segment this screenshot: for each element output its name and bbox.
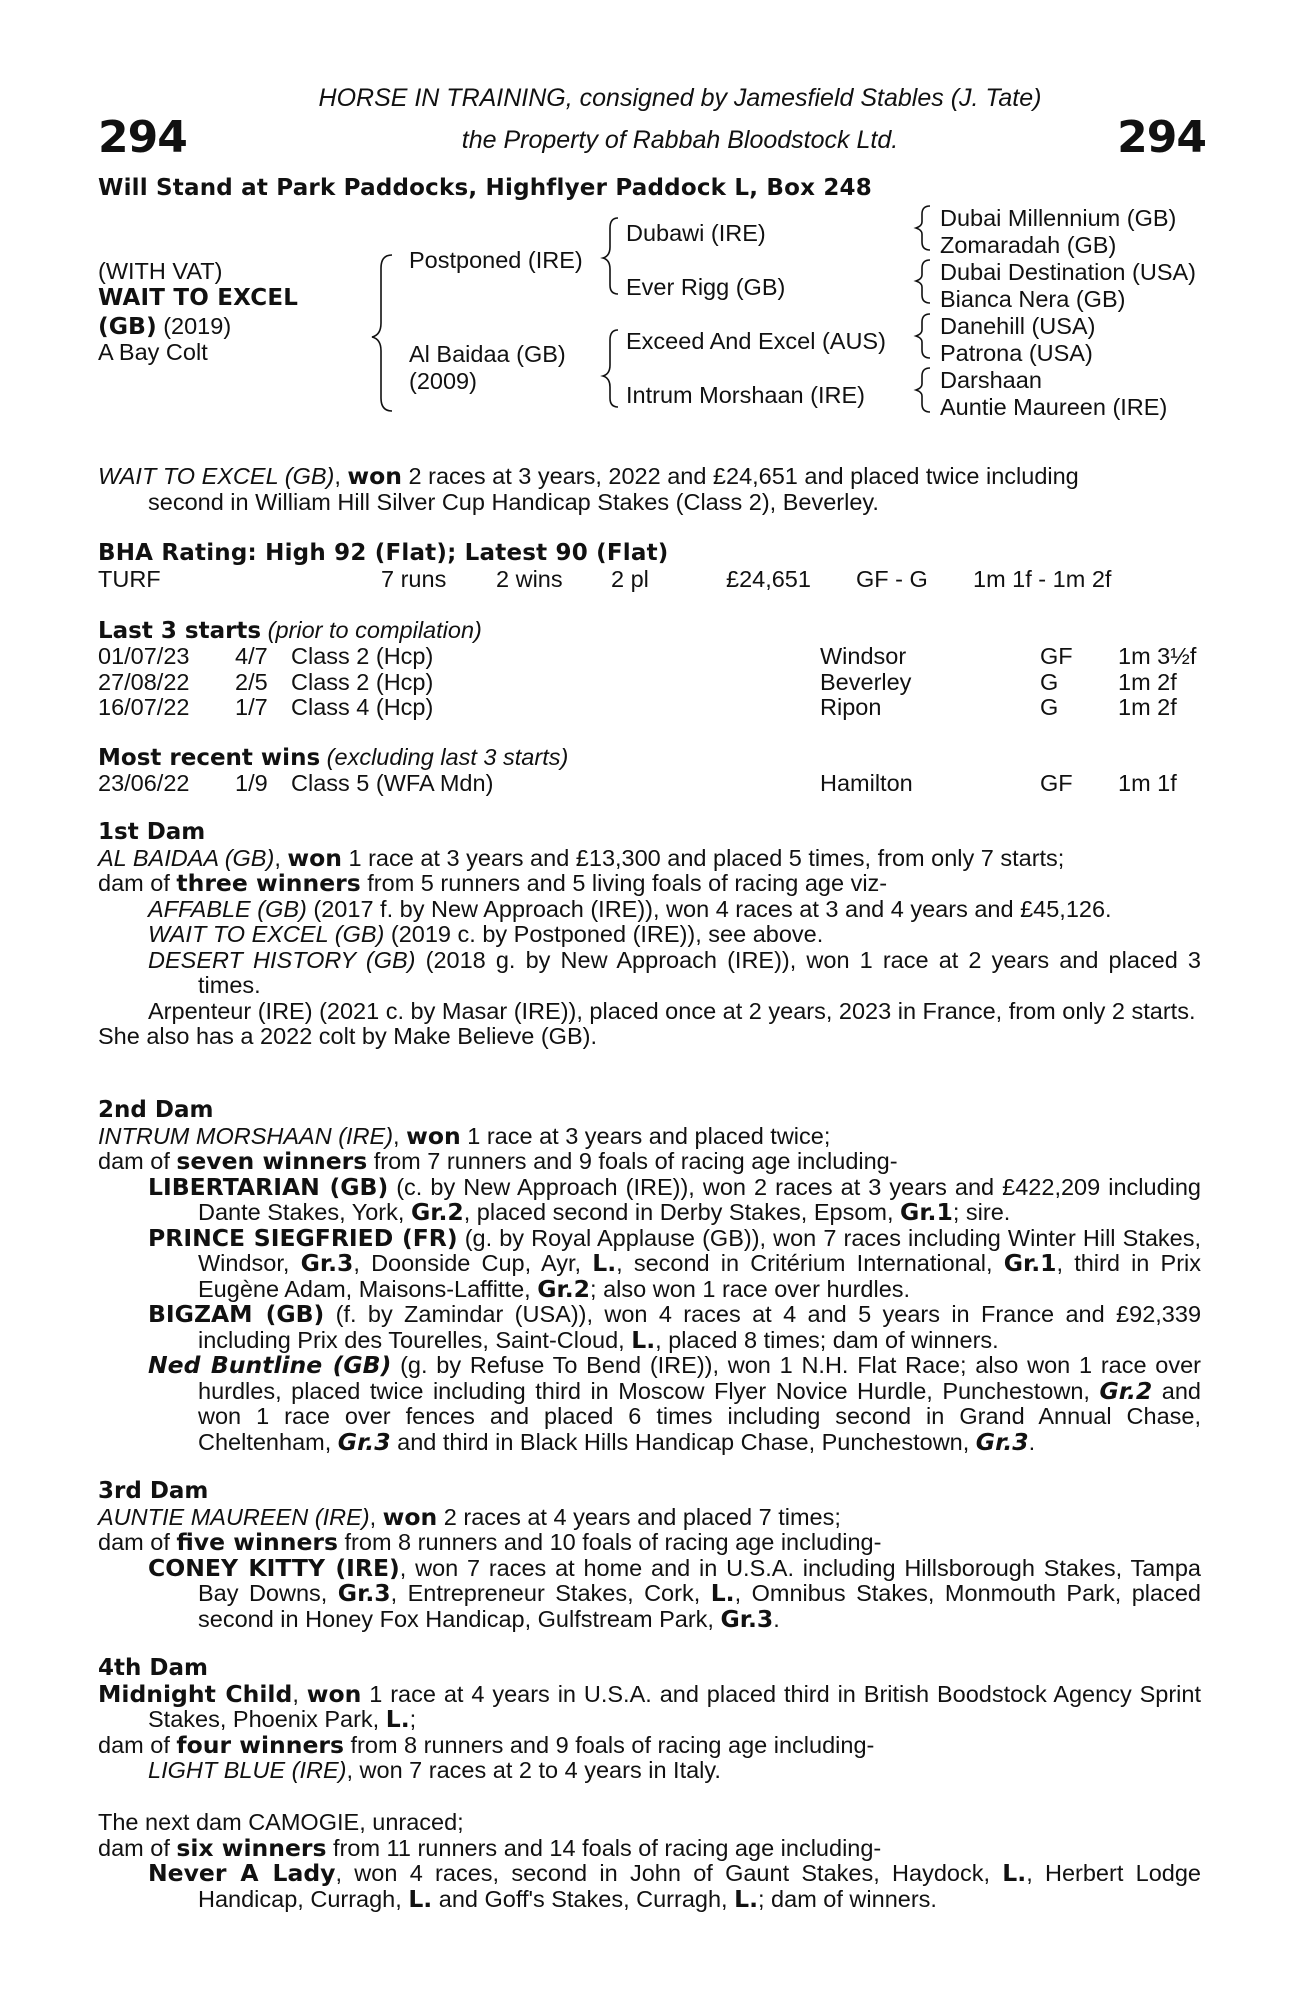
lot-number-right: 294 <box>1117 112 1206 163</box>
recent-wins-title: Most recent wins <box>98 745 321 771</box>
pedigree-sire-dam: Ever Rigg (GB) <box>626 274 786 300</box>
progeny-text: , won 7 races at home and in U.S.A. including Hillsborough Stakes, Tampa Bay Downs, <box>198 1554 1201 1606</box>
dam4-runners: from 8 runners and 9 foals of racing age including- <box>344 1731 875 1758</box>
pedigree-dam-dam: Intrum Morshaan (IRE) <box>626 382 865 408</box>
last3-title: Last 3 starts <box>98 618 262 644</box>
progeny-text: ; dam of winners. <box>758 1885 937 1912</box>
dam2-name: INTRUM MORSHAAN (IRE) <box>98 1122 394 1149</box>
pedigree-sire: Postponed (IRE) <box>409 247 583 273</box>
grade-badge: Gr.1 <box>900 1198 953 1226</box>
progeny-text: , Entrepreneur Stakes, Cork, <box>390 1580 711 1606</box>
race-date: 16/07/22 <box>98 694 190 720</box>
dam4-heading: 4th Dam <box>98 1655 208 1681</box>
property-line: the Property of Rabbah Bloodstock Ltd. <box>461 126 899 154</box>
race-class: Class 4 (Hcp) <box>291 694 434 720</box>
vat-label: (WITH VAT) <box>98 258 223 284</box>
race-dist: 1m 2f <box>1118 694 1177 720</box>
progeny-text: (2017 f. by New Approach (IRE)), won 4 races at 3 and 4 years and £45,126. <box>306 895 1112 922</box>
bha-prize: £24,651 <box>726 566 811 592</box>
progeny-name: Never A Lady <box>148 1859 336 1887</box>
dam3-won: won <box>382 1502 438 1531</box>
race-pos: 2/5 <box>235 668 268 695</box>
dam3-runners: from 8 runners and 10 foals of racing age including- <box>337 1529 882 1555</box>
dam2-winners: seven winners <box>176 1147 368 1175</box>
grade-badge: Gr.3 <box>720 1604 774 1633</box>
dam2-won: won <box>406 1121 461 1150</box>
stand-location: Will Stand at Park Paddocks, Highflyer Paddock L, Box 248 <box>98 175 872 201</box>
dam1-record: 1 race at 3 years and £13,300 and placed 5 times, from only 7 starts; <box>341 844 1065 871</box>
progeny-name: WAIT TO EXCEL (GB) <box>148 921 385 947</box>
summary-text-2: second in William Hill Silver Cup Handicap Stakes (Class 2), Beverley. <box>148 488 879 515</box>
dam3-record: 2 races at 4 years and placed 7 times; <box>437 1503 841 1530</box>
race-pos: 1/9 <box>235 770 268 796</box>
progeny-name: CONEY KITTY (IRE) <box>148 1553 400 1582</box>
summary-won: won <box>347 462 403 490</box>
race-class: Class 2 (Hcp) <box>291 643 434 669</box>
progeny-text: (g. by Royal Applause (GB)), won 7 races including Winter Hill Stakes, Windsor, <box>198 1224 1201 1276</box>
bha-going: GF - G <box>856 566 928 592</box>
next-dam-line: The next dam CAMOGIE, unraced; <box>98 1809 464 1835</box>
progeny-text: (c. by New Approach (IRE)), won 2 races at 3 years and £422,209 including Dante Stakes, York, <box>198 1173 1201 1225</box>
grade-badge: Gr.3 <box>337 1579 391 1607</box>
progeny-text: , won 4 races, second in John of Gaunt Stakes, Haydock, <box>335 1860 1003 1886</box>
progeny-text: , won 7 races at 2 to 4 years in Italy. <box>346 1757 721 1783</box>
pedigree-ssd: Zomaradah (GB) <box>940 232 1117 258</box>
dam2-progeny-2 <box>98 1223 1201 1303</box>
bha-distance: 1m 1f - 1m 2f <box>973 566 1112 592</box>
summary-text: 2 races at 3 years, 2022 and £24,651 and placed twice including <box>402 463 1079 489</box>
dam4-progeny-1 <box>98 1758 1201 1784</box>
dam2-damof: dam of <box>98 1148 177 1174</box>
next-dam-runners: from 11 runners and 14 foals of racing age including- <box>326 1834 882 1861</box>
grade-badge: Gr.3 <box>975 1427 1029 1456</box>
dam3-name: AUNTIE MAUREEN (IRE) <box>98 1503 370 1530</box>
pedigree-dam-sire: Exceed And Excel (AUS) <box>626 328 886 354</box>
dam2-progeny-1 <box>98 1172 1201 1226</box>
pedigree-dam: Al Baidaa (GB) <box>409 341 566 367</box>
bha-wins: 2 wins <box>496 566 563 592</box>
dam1-progeny-1 <box>98 897 1201 923</box>
dam4-section <box>98 1656 1201 1784</box>
grade-badge: Gr.2 <box>1099 1376 1153 1405</box>
race-class: Class 5 (WFA Mdn) <box>291 770 494 796</box>
lot-number-left: 294 <box>98 112 187 163</box>
race-dist: 1m 2f <box>1118 668 1177 695</box>
pedigree-sire-sire: Dubawi (IRE) <box>626 220 766 246</box>
race-date: 01/07/23 <box>98 643 190 669</box>
last3-note: (prior to compilation) <box>267 617 482 643</box>
race-dist: 1m 1f <box>1118 770 1177 796</box>
grade-badge: Gr.1 <box>1003 1249 1057 1277</box>
progeny-name: AFFABLE (GB) <box>148 895 307 922</box>
dam1-winners: three winners <box>176 869 361 897</box>
dam3-winners: five winners <box>176 1528 338 1556</box>
pedigree-dam-year: (2009) <box>409 368 477 394</box>
progeny-text: , Herbert Lodge Handicap, Curragh, <box>198 1860 1201 1912</box>
dam3-damof: dam of <box>98 1529 177 1555</box>
pedigree-dsd: Patrona (USA) <box>940 340 1093 366</box>
progeny-name: DESERT HISTORY (GB) <box>148 946 416 973</box>
pedigree-sds: Dubai Destination (USA) <box>940 259 1196 285</box>
progeny-name: BIGZAM (GB) <box>148 1300 325 1328</box>
race-going: GF <box>1040 643 1073 669</box>
horse-country: (GB) <box>98 312 157 340</box>
race-course: Ripon <box>820 694 882 720</box>
next-dam-winners: six winners <box>176 1833 327 1862</box>
progeny-text: , Doonside Cup, Ayr, <box>353 1250 593 1276</box>
progeny-text: and Goff's Stakes, Curragh, <box>432 1885 735 1912</box>
race-course: Beverley <box>820 668 912 695</box>
progeny-text: , third in Prix Eugène Adam, Maisons-Laffitte, <box>198 1250 1201 1302</box>
next-dam-progeny-1 <box>98 1861 1201 1912</box>
progeny-name: LIGHT BLUE (IRE) <box>148 1757 347 1783</box>
dam1-heading: 1st Dam <box>98 819 206 845</box>
dam1-won: won <box>287 843 342 872</box>
dam1-runners: from 5 runners and 5 living foals of racing age viz- <box>360 870 888 896</box>
progeny-text: . <box>773 1605 780 1632</box>
dam2-section: 2nd Dam INTRUM MORSHAAN (IRE), won 1 race at 3 years and placed twice; dam of seven winners from 7 runners and 9 foals of racing age including- LIBERTARIAN (GB) (c. by New Approach (IRE)), won 2 races at 3 years and £422,209 including Dante Stakes, York, Gr.2, placed second in Derby Stakes, Epsom, Gr.1; sire. PRINCE SIEGFRIED (FR) (g. by Royal Applause (GB)), won 7 races including Winter Hill Stakes, Windsor, Gr.3, Doonside Cup, Ayr, L., second in Critérium International, Gr.1, third in Prix Eugène Adam, Maisons-Laffitte, Gr.2; also won 1 race over hurdles. BIGZAM (GB) (f. by Zamindar (USA)), won 4 races at 4 and 5 years in France and £92,339 including Prix des Tourelles, Saint-Cloud, L., placed 8 times; dam of winners. Ned Buntline (GB) (g. by Refuse To Bend (IRE)), won 1 N.H. Flat Race; also won 1 race over hurdles, placed twice including third in Moscow Flyer Novice Hurdle, Punchestown, Gr.2 and won 1 race over fences and placed 6 times including second in Grand Annual Chase, Cheltenham, Gr.3 and third in Black Hills Handicap Chase, Punchestown, Gr.3. <box>98 1097 1202 1456</box>
grade-badge: Gr.2 <box>537 1274 591 1303</box>
dam3-section: 3rd Dam AUNTIE MAUREEN (IRE), won 2 races at 4 years and placed 7 times; dam of five winners from 8 runners and 10 foals of racing age including- CONEY KITTY (IRE), won 7 races at home and in U.S.A. including Hillsborough Stakes, Tampa Bay Downs, Gr.3, Entrepreneur Stakes, Cork, L., Omnibus Stakes, Monmouth Park, placed second in Honey Fox Handicap, Gulfstream Park, Gr.3. <box>98 1478 1201 1633</box>
recent-wins-heading <box>98 744 568 771</box>
dam4-damof: dam of <box>98 1731 177 1758</box>
pedigree-dds: Darshaan <box>940 367 1042 393</box>
progeny-text: (g. by Refuse To Bend (IRE)), won 1 N.H. Flat Race; also won 1 race over hurdles, placed twice including third in Moscow Flyer Novice Hurdle, Punchestown, <box>198 1352 1201 1404</box>
dam2-progeny-3 <box>98 1302 1201 1353</box>
next-dam-section <box>98 1810 1201 1912</box>
progeny-text: and won 1 race over fences and placed 6 times including second in Grand Annual Chase, Cheltenham, <box>198 1377 1201 1455</box>
progeny-text: , placed 8 times; dam of winners. <box>655 1326 999 1353</box>
dam1-progeny-2 <box>98 922 1201 948</box>
race-dist: 1m 3½f <box>1118 643 1197 669</box>
grade-badge: Gr.3 <box>300 1249 354 1277</box>
progeny-text: ; also won 1 race over hurdles. <box>590 1275 911 1302</box>
consignor-line: HORSE IN TRAINING, consigned by Jamesfield Stables (J. Tate) <box>318 84 1042 112</box>
race-going: G <box>1040 668 1059 695</box>
last3-heading <box>98 617 482 644</box>
pedigree-sdd: Bianca Nera (GB) <box>940 286 1126 312</box>
progeny-name: PRINCE SIEGFRIED (FR) <box>148 1223 458 1252</box>
progeny-text: , placed second in Derby Stakes, Epsom, <box>463 1199 901 1225</box>
pedigree-sss: Dubai Millennium (GB) <box>940 205 1177 231</box>
dam3-heading: 3rd Dam <box>98 1478 209 1504</box>
bha-runs: 7 runs <box>381 566 447 592</box>
horse-year: (2019) <box>163 313 232 339</box>
grade-badge: L. <box>734 1884 758 1913</box>
bha-rating: BHA Rating: High 92 (Flat); Latest 90 (Flat) <box>98 540 669 566</box>
race-pos: 4/7 <box>235 643 268 669</box>
dam1-foal-note: She also has a 2022 colt by Make Believe (GB). <box>98 1023 597 1049</box>
dam4-record-end: ; <box>409 1706 417 1732</box>
race-going: G <box>1040 694 1059 720</box>
grade-badge: L. <box>385 1705 410 1733</box>
progeny-text: , second in Critérium International, <box>616 1250 1004 1276</box>
grade-badge: L. <box>408 1884 433 1913</box>
summary-horse-name: WAIT TO EXCEL (GB) <box>98 463 335 489</box>
race-course: Windsor <box>820 643 907 669</box>
grade-badge: Gr.2 <box>410 1198 464 1226</box>
grade-badge: L. <box>1002 1859 1027 1887</box>
dam1-damof: dam of <box>98 870 177 896</box>
dam2-runners: from 7 runners and 9 foals of racing age including- <box>367 1148 898 1174</box>
dam2-record: 1 race at 3 years and placed twice; <box>460 1122 831 1149</box>
dam4-winners: four winners <box>176 1730 344 1759</box>
bha-placed: 2 pl <box>611 566 649 592</box>
progeny-text: , Omnibus Stakes, Monmouth Park, placed second in Honey Fox Handicap, Gulfstream Park, <box>198 1580 1201 1632</box>
race-going: GF <box>1040 770 1073 796</box>
race-summary: WAIT TO EXCEL (GB), won 2 races at 3 years, 2022 and £24,651 and placed twice including second in William Hill Silver Cup Handicap Stakes (Class 2), Beverley. <box>98 464 1201 515</box>
pedigree-ddd: Auntie Maureen (IRE) <box>940 394 1168 420</box>
progeny-name: Ned Buntline (GB) <box>148 1351 392 1379</box>
dam1-section: 1st Dam AL BAIDAA (GB), won 1 race at 3 years and £13,300 and placed 5 times, from only 7 starts; dam of three winners from 5 runners and 5 living foals of racing age viz- AFFABLE (GB) (2017 f. by New Approach (IRE)), won 4 races at 3 and 4 years and £45,126. WAIT TO EXCEL (GB) (2019 c. by Postponed (IRE)), see above. DESERT HISTORY (GB) (2018 g. by New Approach (IRE)), won 1 race at 2 years and placed 3 times. Arpenteur (IRE) (2021 c. by Masar (IRE)), placed once at 2 years, 2023 in France, from only 2 starts. She also has a 2022 colt by Make Believe (GB). <box>98 819 1201 1049</box>
progeny-text: (2019 c. by Postponed (IRE)), see above. <box>384 921 824 947</box>
dam2-progeny-4 <box>98 1353 1201 1455</box>
progeny-text: (f. by Zamindar (USA)), won 4 races at 4 and 5 years in France and £92,339 including Prix des Tourelles, Saint-Cloud, <box>198 1301 1202 1353</box>
next-dam-damof: dam of <box>98 1834 177 1861</box>
progeny-text: . <box>1028 1428 1036 1455</box>
grade-badge: L. <box>631 1325 656 1354</box>
bha-surface: TURF <box>98 566 161 592</box>
dam2-heading: 2nd Dam <box>98 1097 214 1123</box>
race-date: 23/06/22 <box>98 770 190 796</box>
horse-name: WAIT TO EXCEL <box>98 285 299 311</box>
progeny-text: (2018 g. by New Approach (IRE)), won 1 race at 2 years and placed 3 times. <box>198 946 1201 998</box>
dam1-progeny-3 <box>98 948 1201 999</box>
race-pos: 1/7 <box>235 694 268 720</box>
progeny-text: and third in Black Hills Handicap Chase, Punchestown, <box>390 1428 976 1455</box>
recent-wins-note: (excluding last 3 starts) <box>326 744 569 770</box>
progeny-text: ; sire. <box>952 1199 1011 1225</box>
horse-description: A Bay Colt <box>98 339 208 365</box>
grade-badge: Gr.3 <box>337 1427 391 1456</box>
dam1-name: AL BAIDAA (GB) <box>98 844 275 871</box>
grade-badge: L. <box>592 1249 617 1277</box>
dam4-record-line: Midnight Child, won 1 race at 4 years in U.S.A. and placed third in British Boodstock Agency Sprint Stakes, Phoenix Park, L.; <box>98 1679 1201 1733</box>
dam4-record: 1 race at 4 years in U.S.A. and placed third in British Boodstock Agency Sprint Stakes, Phoenix Park, <box>148 1680 1201 1732</box>
dam1-progeny-4: Arpenteur (IRE) (2021 c. by Masar (IRE)), placed once at 2 years, 2023 in France, from only 2 starts. <box>148 997 1196 1024</box>
dam4-name: Midnight Child <box>98 1679 293 1708</box>
race-course: Hamilton <box>820 770 913 796</box>
race-class: Class 2 (Hcp) <box>291 668 434 695</box>
grade-badge: L. <box>710 1579 735 1607</box>
race-date: 27/08/22 <box>98 668 190 695</box>
dam4-won: won <box>306 1679 362 1708</box>
progeny-name: LIBERTARIAN (GB) <box>148 1172 389 1201</box>
pedigree-dss: Danehill (USA) <box>940 313 1096 339</box>
